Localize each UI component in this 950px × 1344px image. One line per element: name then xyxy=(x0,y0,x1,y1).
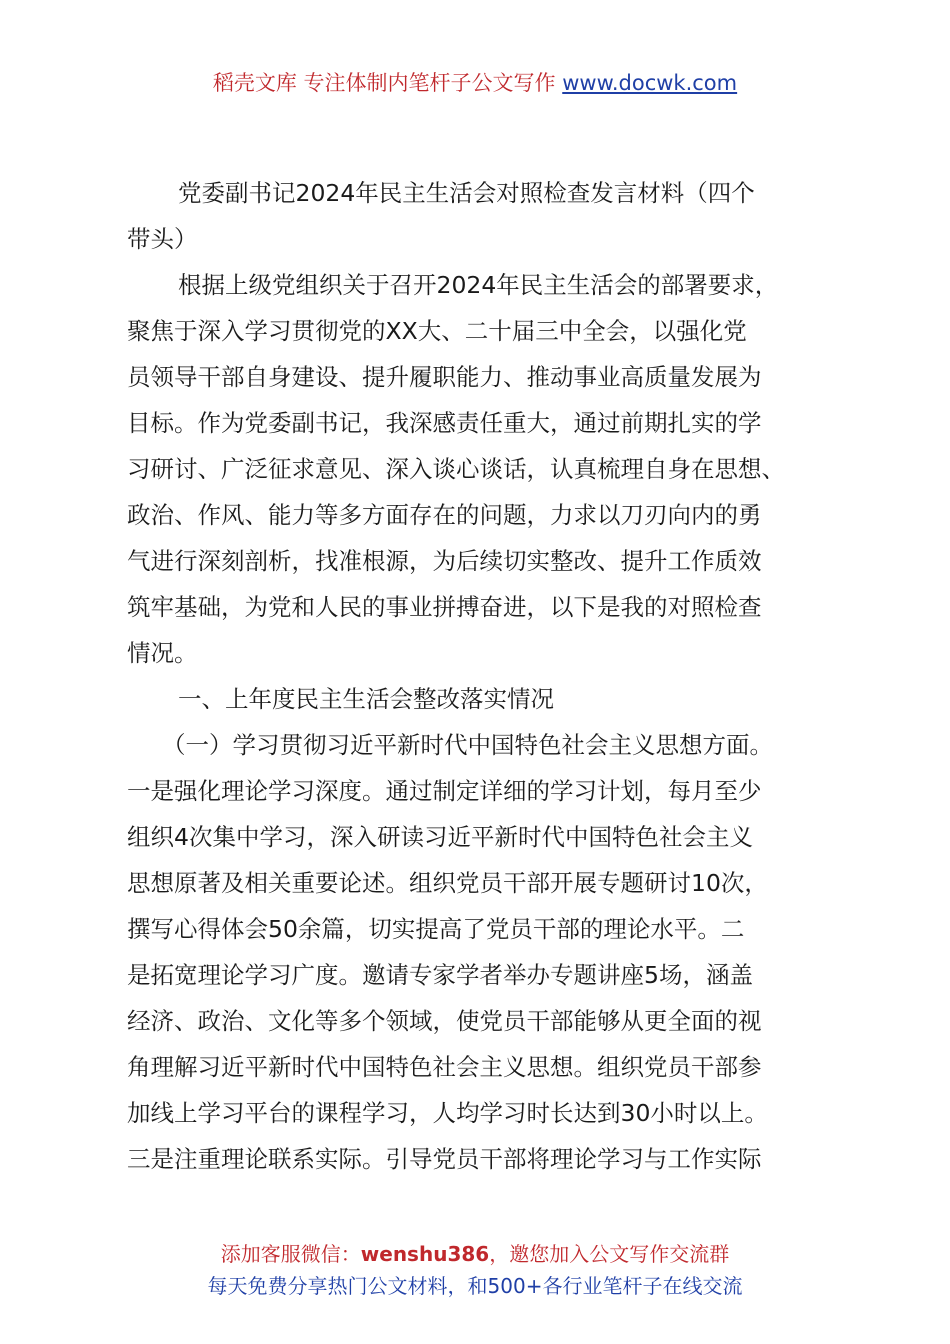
paragraph-line: 撰写心得体会50余篇，切实提高了党员干部的理论水平。二 xyxy=(127,915,745,943)
paragraph-line: 思想原著及相关重要论述。组织党员干部开展专题研讨10次， xyxy=(127,869,768,897)
paragraph-line: 目标。作为党委副书记，我深感责任重大，通过前期扎实的学 xyxy=(127,409,762,437)
paragraph-line: 三是注重理论联系实际。引导党员干部将理论学习与工作实际 xyxy=(127,1145,762,1173)
paragraph-line: 组织4次集中学习，深入研读习近平新时代中国特色社会主义 xyxy=(127,823,753,851)
wechat-id: wenshu386 xyxy=(360,1242,490,1266)
footer-prefix: 添加客服微信： xyxy=(220,1242,361,1266)
paragraph-line: 政治、作风、能力等多方面存在的问题，力求以刀刃向内的勇 xyxy=(127,501,762,529)
paragraph-line: 一是强化理论学习深度。通过制定详细的学习计划，每月至少 xyxy=(127,777,762,805)
footer-suffix: ，邀您加入公文写作交流群 xyxy=(489,1242,730,1266)
paragraph-line: 筑牢基础，为党和人民的事业拼搏奋进，以下是我的对照检查 xyxy=(127,593,762,621)
doc-title-line-1: 党委副书记2024年民主生活会对照检查发言材料（四个 xyxy=(178,179,755,207)
paragraph-line: 加线上学习平台的课程学习，人均学习时长达到30小时以上。 xyxy=(127,1099,768,1127)
page-header xyxy=(0,66,950,100)
paragraph-line: 聚焦于深入学习贯彻党的XX大、二十届三中全会，以强化党 xyxy=(127,317,747,345)
paragraph-line: 是拓宽理论学习广度。邀请专家学者举办专题讲座5场，涵盖 xyxy=(127,961,753,989)
paragraph-line: 根据上级党组织关于召开2024年民主生活会的部署要求， xyxy=(178,271,779,299)
brand-text: 稻壳文库 专注体制内笔杆子公文写作 xyxy=(212,71,556,95)
doc-title-line-2: 带头） xyxy=(127,225,198,253)
footer-share-line: 每天免费分享热门公文材料，和500+各行业笔杆子在线交流 xyxy=(207,1274,743,1298)
subsection-heading: （一）学习贯彻习近平新时代中国特色社会主义思想方面。 xyxy=(162,731,773,759)
paragraph-line: 气进行深刻剖析，找准根源，为后续切实整改、提升工作质效 xyxy=(127,547,762,575)
paragraph-line: 经济、政治、文化等多个领域，使党员干部能够从更全面的视 xyxy=(127,1007,762,1035)
section-heading: 一、上年度民主生活会整改落实情况 xyxy=(178,685,554,713)
footer-wechat-line xyxy=(0,1238,950,1270)
page-footer xyxy=(0,1238,950,1302)
paragraph-line: 角理解习近平新时代中国特色社会主义思想。组织党员干部参 xyxy=(127,1053,762,1081)
paragraph-line: 员领导干部自身建设、提升履职能力、推动事业高质量发展为 xyxy=(127,363,762,391)
website-link[interactable]: www.docwk.com xyxy=(562,71,738,95)
paragraph-line: 情况。 xyxy=(127,639,198,667)
paragraph-line: 习研讨、广泛征求意见、深入谈心谈话，认真梳理自身在思想、 xyxy=(127,455,785,483)
